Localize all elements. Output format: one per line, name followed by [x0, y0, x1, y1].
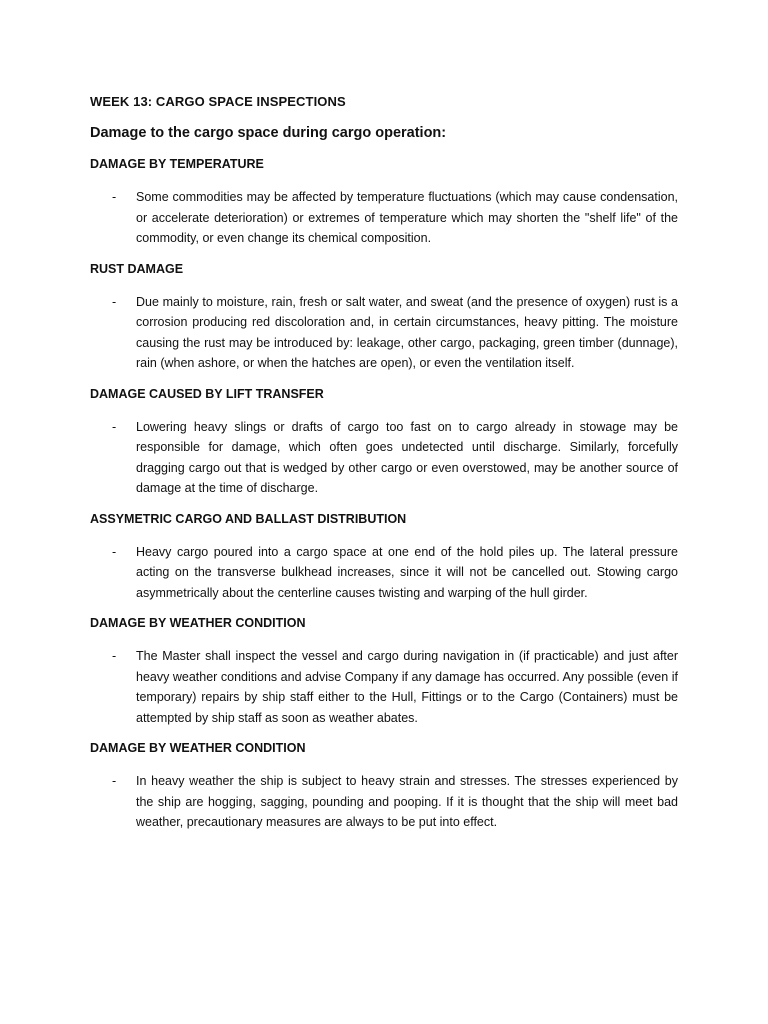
bullet-dash: -	[112, 190, 117, 204]
bullet-dash: -	[112, 419, 117, 434]
section-damage-by-temperature	[90, 155, 678, 249]
bullet-text: The Master shall inspect the vessel and cargo during navigation in (if practicable) and just after heavy weather conditions and advise Company if any damage has occurred. Any possible (even if temporary) repairs by ship staff either to the Hull, Fittings or to the Cargo (Containers) must be attempted by ship staff as soon as weather abates.	[136, 649, 678, 725]
section-heading: DAMAGE CAUSED BY LIFT TRANSFER	[90, 386, 324, 401]
bullet-item	[90, 292, 678, 374]
bullet-text: Due mainly to moisture, rain, fresh or salt water, and sweat (and the presence of oxygen) rust is a corrosion producing red discoloration and, in certain circumstances, heavy pitting. The moisture causing the rust may be introduced by: leakage, other cargo, packaging, green timber (dunnage), rain (when ashore, or when the hatches are open), or even the ventilation itself.	[136, 294, 678, 370]
section-assymetric-cargo	[90, 510, 678, 604]
bullet-item	[90, 542, 678, 604]
section-weather-condition-2	[90, 739, 678, 833]
bullet-dash: -	[112, 774, 117, 788]
bullet-dash: -	[112, 544, 117, 559]
bullet-item	[90, 771, 678, 833]
bullet-text: Lowering heavy slings or drafts of cargo too fast on to cargo already in stowage may be responsible for damage, which often goes undetected until discharge. Similarly, forcefully dragging cargo out that is wedged by other cargo or even overstowed, may be another source of damage at the time of discharge.	[136, 419, 678, 495]
bullet-item	[90, 417, 678, 499]
section-rust-damage	[90, 260, 678, 374]
week-title: WEEK 13: CARGO SPACE INSPECTIONS	[90, 94, 346, 109]
bullet-dash: -	[112, 294, 117, 309]
bullet-item	[90, 187, 678, 249]
bullet-text: Heavy cargo poured into a cargo space at one end of the hold piles up. The lateral pressure acting on the transverse bulkhead increases, since it will not be cancelled out. Stowing cargo asymmetrically about the centerline causes twisting and warping of the hull girder.	[136, 544, 678, 600]
section-heading: ASSYMETRIC CARGO AND BALLAST DISTRIBUTION	[90, 511, 407, 526]
bullet-dash: -	[112, 649, 117, 663]
document-page	[90, 93, 678, 844]
bullet-item	[90, 646, 678, 728]
bullet-text: In heavy weather the ship is subject to heavy strain and stresses. The stresses experienced by the ship are hogging, sagging, pounding and pooping. If it is thought that the ship will meet bad weather, precautionary measures are always to be put into effect.	[136, 774, 678, 829]
section-weather-condition-1	[90, 614, 678, 728]
section-heading: RUST DAMAGE	[90, 261, 184, 276]
document-heading: Damage to the cargo space during cargo operation:	[90, 125, 447, 141]
section-heading: DAMAGE BY WEATHER CONDITION	[90, 741, 306, 755]
section-lift-transfer	[90, 385, 678, 499]
section-heading: DAMAGE BY TEMPERATURE	[90, 157, 264, 171]
bullet-text: Some commodities may be affected by temperature fluctuations (which may cause condensation, or accelerate deterioration) or extremes of temperature which may shorten the "shelf life" of the commodity, or even change its chemical composition.	[136, 190, 678, 245]
section-heading: DAMAGE BY WEATHER CONDITION	[90, 616, 306, 630]
